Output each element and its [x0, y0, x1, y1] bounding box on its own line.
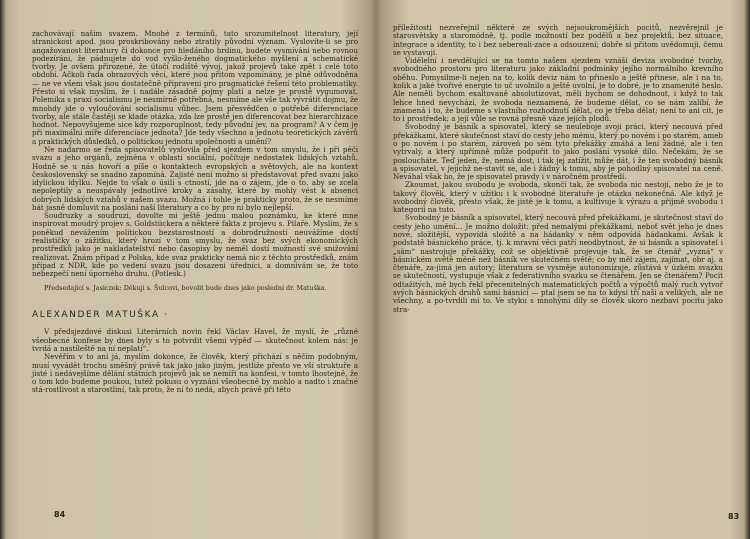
page-number-left: 84 [54, 510, 66, 519]
right-paragraph-5: Svobodný je básník a spisovatel, který necouvá před překážkami, je skutečnost staví do cesty jeho umění… Je možno doložit: před nemalými překážkami, neboť svět jeho je dnes nové, složitější, vypovídá složitě a na hádanky v něm odpovídá hádankami. Avšak k podstatě básnického práce, tj. k mravní věci patří neodbytnost, že si básník a spisovatel i „sám“ nastrojuje překážky, což se objektivně projevuje tak, že se čtenář „vyzná“ v básnickém světě méně než básník ve skutečném světě; co by měl zájem, zajímat, obr aj. a čtenáře, za-jimá jen autory; literatura se vysměje autonomizuje, zůstává v úzkém svazku se skutečností, vystupuje však z federativního svazku se čtenářem. Jen se čtenářem? Pocit odtažitých, mě bych řekl přecenitelných matematických počtů a výpočtů malý ruch vytvoř svých básnických druhů samí básníci — ptal jsem se na to kdysi tří naši a velikých, ale ne všechny, a po-tvrdili mi to. Ve styku s mnohými díly se člověk skoro nezbaví pocitu jako stra- [393, 213, 723, 314]
right-paragraph-1: příležitosti nezveřejnil některé ze svých nejsoukromějších pocitů, nezvěrejnil je starosvětsky a staromódně, tj. podle možností bez podělů a bez projektů, bez situace, integrace a identity, to i bez sebereali-zace a odsouzení; dobře si přitom uvědomuji, čemu se vystavuji. [393, 23, 723, 57]
right-paragraph-4: Zkoumat, jakou svobodu je svoboda, skončí tak, že svoboda nic nestojí, nebo že je to takový člověk, který v užitku i k svobodné literatuře je otázka nekonečná. Ale když je svobodný člověk, přesto však, že jistě je k tomu, a kultivuje k výrazu a přijmě svobodu i kategorii na tuto. [393, 180, 723, 215]
left-column [32, 30, 358, 395]
speaker-heading: ALEXANDER MATUŠKA · [32, 310, 169, 321]
speech-paragraph-2: Nevěřím v to ani já, myslím dokonce, že člověk, který přichází s něčím podobným, musí vyvádět trochu směšný právě tak jako jako jiným, jestliže přesto ve vší struktuře a jisté i nedávejšíme dělání státních projevů jak se nemíří na konfesi, v tomto lhostejně, že o tom kdo budeme poukou, tutéž pokusu o vyznání všeobecně by mohlo a nadto i značné stá-rostlivost a starostliní, tak proto, že ní to nedá, abych právě při této [32, 352, 358, 395]
right-page [383, 0, 740, 539]
page-number-right: 83 [728, 512, 740, 521]
left-paragraph-2: Ne nadarmo se ředa spisovatelů vyslovila před sjezdem v tom smyslu, že i při péči svazu a jeho orgánů, zejména v oblasti sociální, počítuje nedostatek lidských vztahů. Hodně se u nás hovoří a píše o kontaktech evropských a světových, ale na kontext československý se snadno zapomíná. Zajisté není možno si představovat před svazu jako idylickou idylku. Nejde tu však o úsilí s ctností, jde na o zájem, jde o to, aby se zcela nepoleptily a neuspávaly jednotlivé kroky a zásahy, které by mohly vést k absenci dobrých lidských vztahů v našem svazu. Možná i tohle je prakticky proto, že se nesmíme bát jasně domluvit na poslání naší literatury a co by pro ni bylo nejlepší. [32, 144, 358, 212]
right-paragraph-2: Vidělelní i nevdělující se na tomto našem sjezdem vznáší deviza svobodné tvorby, svobodného prostoru pro literaturu jako základní podmínky jejího normálního krevního oběhu. Pomysilme-li nejen na to, kolik deviz nám to přineslo a ještě přinese, ale i na to, kolik a jaké tvořivé energie to uč uvolnilo a ještě uvolní, je to dobré, je to znamenité heslo. Ale neměli bychom exaltovaně absolutizovat, měli bychom se dohodnout, i když to tak lehce hned nevychází, že svoboda neznamená, že budeme dělat, co se nám zalíbí, že znamená i to, že budeme s vlastního rozhodnutí dělat, co je třeba dělat; není to ani cit, je to i prostředek; a její vůle se rovná přesně váze jejích plodů. [393, 56, 723, 124]
left-paragraph-1: zachovávají našim svazem. Mnohé z termínů, tato srozumitelnost literatury, její stranickost apod. jsou proskribovány nebo ztratily původní význam. Vyslovíte-li se pro angažovanost literatury či dokonce pro hledáního hrdinu, budete vysmíváni nebo rovnou podezíráni, že pádnujete do vod vyšlo-ženého dogmatického myšlení a schematické tvorby. Je ovšem přirozené, že útočí rodiště vývoj, jakož projevů také zpět i celé toto období. Ačkoli řada obrazových věcí, které jsou přitom vzpomínány, je plně odůvodněna — ne ve všem však jsou dostatečně připraveni pro pragmatické řešení této problematiky. Přesto si však myslím, že i nadále zásadně pojmy platí a nelze je prostě vygumovat. Polemika s praxí socialismu je nesmírně potřebná, nesmíme ale vše tak vývrátit dojmu, že mnohdy jde o vyloučování socialismu vůbec. Jsem přesvědčen o potřebě diferenciace tvorby, ale stále častěji se klade otázka, zda lze prostě jen diferencovat bez hierarchizace hodnot. Nepovyšujeme sice kdy rozporuplnost, tedy původní jev, na program? A v čem je při maximální míře diferenciace jednota? Jde tedy všechno a jednotu teoretických závěrů a praktických důsledků, o politickou jednotu společnosti a umění? [32, 29, 358, 146]
left-page [10, 0, 370, 539]
left-paragraph-3: Soudruzky a soudruzi, dovolte mi ještě jednu malou poznámku, ke které mne inspirovat moudrý projev s. Goldstückera a některé fakta z projevu s. Pilaře. Myslím, že s poněkud nevážením politickou bezstarostností a dobrodružností neuvážíme dostí realističky o zážitku, který hrozí v tom smyslu, že svaz bez svých ekonomických prostředků jako je nakladatelství nebo časopisy by neměl dostí možností své snižování realizovat. Znám případ z Polska, kde svaz prakticky nemá nic z těchto prostředků, znám případ z NDR, kde po vedení svazu jsou dosazeni úředníci, a domnívám se, že toto nebezpečí není úporného druhu. (Potlesk.) [32, 211, 358, 279]
chair-note: Předsedající s. Jasiczek: Děkuji s. Šulcovi, bovolit bude dnes jako poslední dr. Matuška. [44, 284, 327, 293]
right-column [393, 24, 723, 314]
speech-paragraph-1: V předsjezdové diskusi Literárních novin řekl Václav Havel, že myslí, že „různé všeobecné konfese by dnes byly s to potvrdit všemi výpěď — skutečnost kolem nás: je tvrdá a nastíleště na ní neplatí“. [32, 327, 358, 353]
right-paragraph-3: Svobodný je básník a spisovatel, který se neuleboje svoji práci, který necouvá před překážkami, které skutečnost staví do cesty jeho mému, který po novém i po starém, ameb o po novém i po starém, zároveň po sém tyto překážky zmáhá a lení žádné, ale i ten vytrvalý, a který upřímně může podpořit to jako poslání vysoké dílo. Nečekám, že se posloucháte. Teď jeden, že, nemá dost, i tak jej zatížit, může dát, i že ten svobodný básník a spisovatel, v jejichž ne-stavit se, ale i žádný k tomu, aby je pohodlný spisovatel na ceně. Neváhal však ho, že je spisovatel pravdy i v náročném prostředí. [393, 122, 723, 182]
